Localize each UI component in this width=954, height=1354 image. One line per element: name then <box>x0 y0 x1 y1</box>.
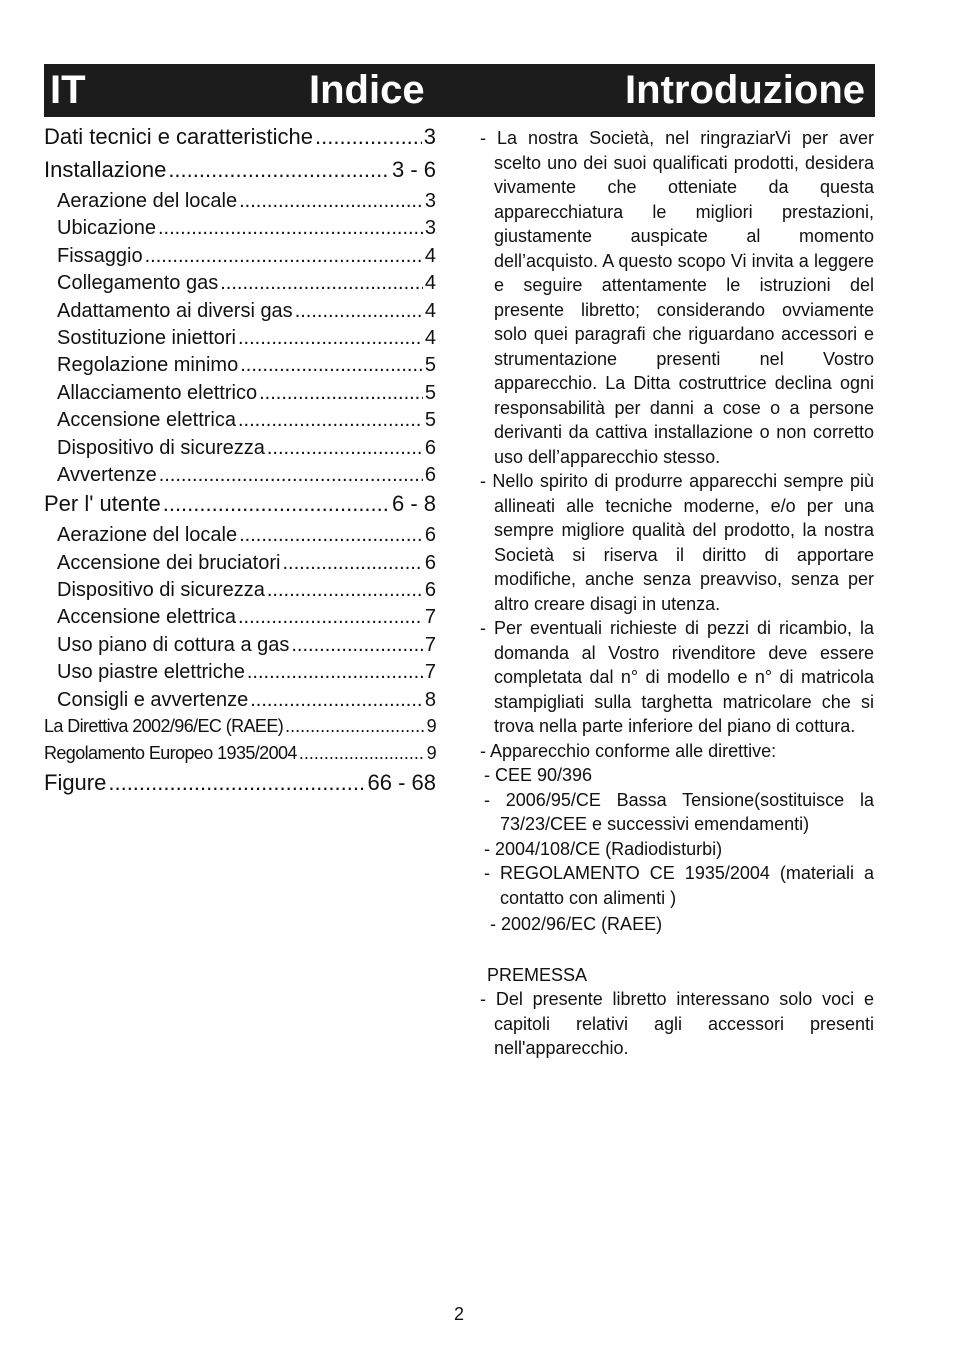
toc-dot-leader <box>285 716 424 737</box>
premessa-heading: PREMESSA <box>487 964 588 985</box>
toc-entry-page: 4 <box>424 326 436 349</box>
toc-entry-title: Regolazione minimo <box>57 354 239 377</box>
toc-entry <box>44 327 436 354</box>
toc-entry <box>44 382 436 409</box>
toc-dot-leader <box>267 579 423 602</box>
toc-dot-leader <box>247 661 423 684</box>
toc-entry-title: Sostituzione iniettori <box>57 326 236 349</box>
toc-entry <box>44 770 436 803</box>
toc-entry <box>44 437 436 464</box>
toc-entry-title: Fissaggio <box>57 244 143 267</box>
toc-dot-leader <box>220 272 423 295</box>
toc-entry-page: 5 <box>424 354 436 377</box>
toc-entry <box>44 217 436 244</box>
toc-entry-page: 6 <box>424 579 436 602</box>
toc-dot-leader <box>291 634 423 657</box>
toc-entry <box>44 661 436 688</box>
index-heading: Indice <box>309 68 425 112</box>
toc-entry-page: 66 - 68 <box>367 770 436 796</box>
toc-entry-page: 3 - 6 <box>391 157 436 182</box>
toc-entry-page: 3 <box>424 190 436 212</box>
directive-item: - REGOLAMENTO CE 1935/2004 (materiali a contatto con alimenti ) <box>484 863 874 908</box>
toc-entry <box>44 491 436 524</box>
toc-dot-leader <box>239 190 423 213</box>
intro-paragraph: - Apparecchio conforme alle direttive: <box>480 740 777 761</box>
toc-dot-leader <box>145 245 423 268</box>
toc-entry-title: Accensione elettrica <box>57 409 236 432</box>
toc-entry-page: 3 <box>424 217 436 240</box>
toc-entry-page: 3 <box>423 124 436 149</box>
toc-entry-title: Figure <box>44 770 107 796</box>
toc-dot-leader <box>238 606 423 629</box>
toc-entry <box>44 300 436 327</box>
toc-dot-leader <box>259 382 423 405</box>
toc-entry-title: Dispositivo di sicurezza <box>57 436 265 459</box>
toc-entry-title: Ubicazione <box>57 217 156 240</box>
toc-dot-leader <box>295 300 423 323</box>
toc-entry-title: Accensione elettrica <box>57 606 236 629</box>
toc-entry <box>44 606 436 633</box>
toc-entry <box>44 354 436 381</box>
toc-entry-page: 4 <box>424 272 436 295</box>
toc-dot-leader <box>163 491 390 517</box>
toc-entry-page: 6 <box>424 524 436 547</box>
toc-entry <box>44 552 436 579</box>
toc-entry-title: Dati tecnici e caratteristiche <box>44 124 313 149</box>
toc-dot-leader <box>239 524 423 547</box>
toc-entry <box>44 743 436 770</box>
toc-entry-title: Dispositivo di sicurezza <box>57 579 265 602</box>
directive-item: - 2006/95/CE Bassa Tensione(sostituisce la 73/23/CEE e successivi emendamenti) <box>484 789 874 834</box>
intro-paragraph: - Per eventuali richieste di pezzi di ricambio, la domanda al Vostro rivenditore deve essere completata dal n° di modello e n° di matricola stampigliati sulla targhetta matricolare che si trova nella parte inferiore del piano di cottura. <box>480 618 874 736</box>
section-header-bar <box>44 64 875 117</box>
toc-dot-leader <box>250 689 423 712</box>
premessa-paragraph: - Del presente libretto interessano solo voci e capitoli relativi agli accessori presenti nell'apparecchio. <box>480 989 874 1058</box>
toc-entry-page: 8 <box>424 688 436 711</box>
introduction-text <box>480 126 874 1061</box>
toc-entry-page: 5 <box>424 381 436 404</box>
introduction-heading: Introduzione <box>625 68 865 112</box>
toc-entry-title: Installazione <box>44 157 167 182</box>
toc-entry <box>44 409 436 436</box>
intro-paragraph: - Nello spirito di produrre apparecchi sempre più allineati alle tecniche moderne, e/o per una sempre migliore qualità del prodotto, la nostra Società si riserva il diritto di apportare modifiche, anche senza preavviso, senza per altro creare disagi in utenza. <box>480 471 874 614</box>
toc-entry-title: Per l' utente <box>44 491 161 517</box>
toc-entry <box>44 689 436 716</box>
toc-dot-leader <box>282 552 422 575</box>
toc-entry-page: 4 <box>424 299 436 322</box>
directive-item: - 2004/108/CE (Radiodisturbi) <box>484 838 723 859</box>
intro-paragraph: - La nostra Società, nel ringraziarVi per aver scelto uno dei suoi qualificati prodotti, desidera vivamente che otteniate da questa apparecchiatura le migliori prestazioni, giustamente auspicate al momento dell’acquisto. A questo scopo Vi invita a leggere e seguire attentamente le istruzioni del presente libretto; considerando ovviamente solo quei paragrafi che riguardano accessori e strumentazione presenti nel Vostro apparecchio. La Ditta costruttrice declina ogni responsabilità per danni a cose o a persone derivanti da cattiva installazione o non corretto uso dell’apparecchio stesso. <box>480 128 874 467</box>
toc-entry-page: 5 <box>424 409 436 432</box>
toc-entry-page: 6 - 8 <box>391 491 436 517</box>
toc-entry-page: 7 <box>424 661 436 684</box>
toc-entry-title: Regolamento Europeo 1935/2004 <box>44 743 297 764</box>
toc-entry-title: Aerazione del locale <box>57 190 238 212</box>
toc-entry-page: 7 <box>424 606 436 629</box>
toc-dot-leader <box>267 437 423 460</box>
toc-dot-leader <box>108 770 365 796</box>
toc-entry-title: Allacciamento elettrico <box>57 381 258 404</box>
toc-entry-title: Avvertenze <box>57 463 157 486</box>
toc-entry-page: 9 <box>426 716 436 737</box>
toc-entry-page: 9 <box>426 743 436 764</box>
toc-dot-leader <box>240 354 423 377</box>
toc-dot-leader <box>238 327 423 350</box>
toc-entry <box>44 272 436 299</box>
directive-item: - 2002/96/EC (RAEE) <box>490 914 663 934</box>
toc-entry-title: Collegamento gas <box>57 272 219 295</box>
toc-entry-page: 6 <box>424 436 436 459</box>
toc-entry <box>44 716 436 743</box>
toc-entry <box>44 190 436 217</box>
directive-item: - CEE 90/396 <box>484 765 593 785</box>
toc-entry <box>44 464 436 491</box>
toc-entry <box>44 157 436 190</box>
toc-entry <box>44 524 436 551</box>
toc-dot-leader <box>159 464 423 487</box>
language-code: IT <box>50 68 86 112</box>
toc-entry <box>44 245 436 272</box>
toc-dot-leader <box>238 409 423 432</box>
toc-dot-leader <box>315 124 422 150</box>
toc-entry-title: Uso piastre elettriche <box>57 661 245 684</box>
table-of-contents <box>44 124 436 803</box>
toc-entry-page: 7 <box>424 633 436 656</box>
toc-entry-title: Aerazione del locale <box>57 524 238 547</box>
toc-entry-title: Uso piano di cottura a gas <box>57 633 290 656</box>
toc-entry-title: Adattamento ai diversi gas <box>57 299 293 322</box>
toc-entry-title: Accensione dei bruciatori <box>57 551 281 574</box>
page-number: 2 <box>453 1304 464 1324</box>
toc-entry-page: 6 <box>424 463 436 486</box>
toc-entry-title: La Direttiva 2002/96/EC (RAEE) <box>44 716 284 737</box>
toc-entry-page: 6 <box>424 551 436 574</box>
toc-dot-leader <box>168 157 390 183</box>
toc-entry <box>44 124 436 157</box>
toc-entry <box>44 579 436 606</box>
toc-dot-leader <box>299 743 425 764</box>
toc-entry <box>44 634 436 661</box>
toc-dot-leader <box>158 217 423 240</box>
toc-entry-page: 4 <box>424 244 436 267</box>
toc-entry-title: Consigli e avvertenze <box>57 688 249 711</box>
